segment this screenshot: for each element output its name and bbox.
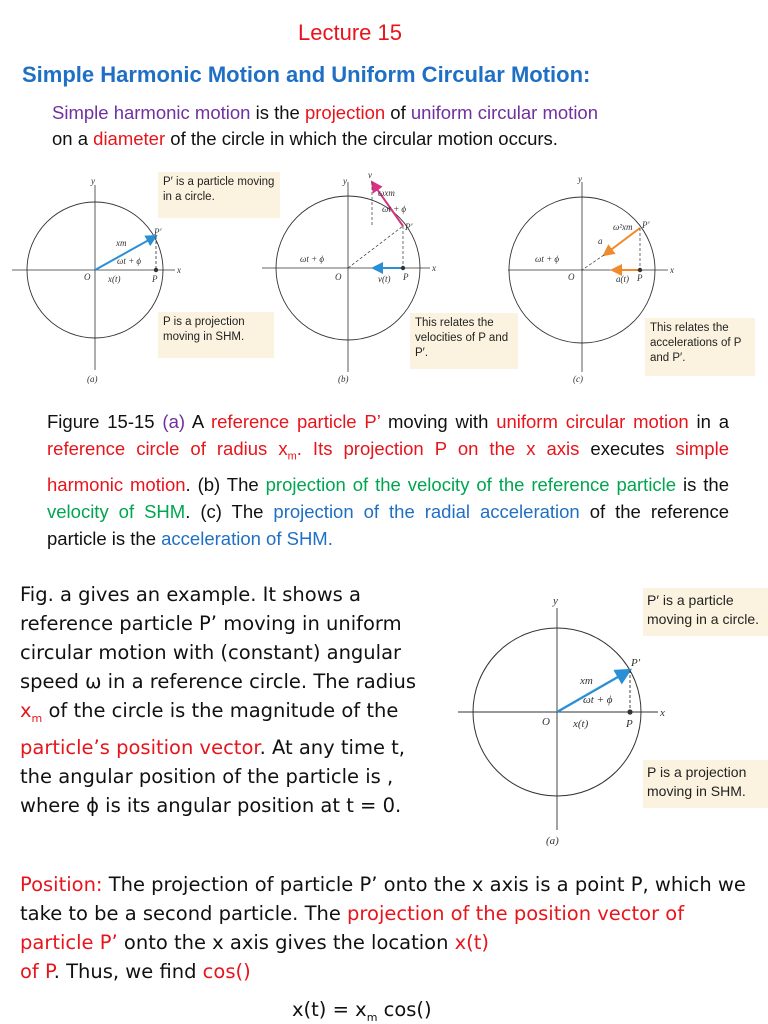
figure-caption: [47, 408, 729, 552]
angle-label: ωt + ϕ: [300, 254, 325, 264]
position-formula: [292, 998, 432, 1024]
paragraph-term: particle’s position vector: [20, 735, 260, 759]
paragraph-term: projection of the position vector of particle P’: [20, 902, 685, 954]
paragraph-text: . At any time t, the angular position of the particle is , where ϕ is its angular position at t = 0.: [20, 735, 405, 817]
v-vector-label: v: [368, 170, 372, 180]
xm-label: xm: [116, 238, 127, 248]
caption-text: . (c) The: [185, 500, 274, 522]
xm-label: xm: [580, 675, 593, 687]
caption-term: reference circle of radius x: [47, 438, 288, 459]
xt-label: x(t): [108, 274, 121, 284]
caption-term: uniform circular motion: [496, 411, 689, 432]
caption-a: (a): [546, 835, 559, 847]
x-label: x: [177, 265, 181, 275]
intro-term-ucm: uniform circular motion: [410, 102, 599, 123]
acceleration-vector-arrow: [604, 228, 640, 255]
paragraph-text: of the circle is the magnitude of the: [42, 699, 399, 722]
position-paragraph: [20, 870, 760, 986]
caption-term: reference particle P’: [210, 411, 381, 432]
caption-text: moving with: [380, 411, 497, 432]
lecture-number: Lecture 15: [298, 20, 402, 45]
point-p: [627, 709, 632, 714]
vt-label: v(t): [378, 274, 391, 284]
y-label: y: [578, 174, 582, 184]
note-velocities: This relates the velocities of P and P′.: [410, 313, 518, 369]
angle-label-top: ωt + ϕ: [382, 204, 407, 214]
paragraph-term: of P: [20, 960, 54, 983]
origin-label: O: [542, 716, 550, 728]
radius-line: [582, 255, 604, 270]
intro-term-diameter: diameter: [93, 128, 166, 149]
caption-text: A: [185, 411, 211, 432]
caption-text: executes: [579, 438, 676, 459]
x-label: x: [432, 263, 436, 273]
note-particle-circle: P′ is a particle moving in a circle.: [158, 172, 280, 218]
note-particle-circle-large: P′ is a particle moving in a circle.: [643, 588, 768, 636]
paragraph-text: onto the x axis gives the location: [117, 931, 455, 954]
page-title: Simple Harmonic Motion and Uniform Circular Motion:: [22, 62, 591, 87]
formula-subscript: m: [366, 1010, 378, 1024]
paragraph-term: x: [20, 699, 32, 722]
caption-text: is the: [676, 473, 730, 495]
diagram-a: [12, 176, 181, 384]
caption-term: simple harmonic motion: [47, 438, 729, 495]
paragraph-term: cos(): [202, 960, 251, 983]
note-projection-shm-large: P is a projection moving in SHM.: [643, 760, 768, 808]
angle-label: ωt + ϕ: [583, 694, 613, 706]
note-accelerations: This relates the accelerations of P and P′.: [645, 318, 755, 376]
paragraph-subscript: m: [31, 711, 43, 725]
x-label: x: [670, 265, 674, 275]
caption-term: projection of the velocity of the reference particle: [265, 473, 677, 495]
caption-part-a: (a): [162, 411, 186, 432]
caption-term: projection of the radial acceleration: [273, 500, 580, 522]
caption-term: acceleration of SHM.: [161, 527, 333, 549]
formula-lhs: x(t) = x: [292, 998, 367, 1021]
caption-text: in a: [688, 411, 730, 432]
point-p: [638, 268, 642, 272]
intro-text: is the: [250, 102, 305, 123]
intro-text: of: [385, 102, 411, 123]
x-label: x: [660, 707, 665, 719]
intro-text: on a: [52, 128, 94, 149]
pp-label: P′: [405, 222, 413, 232]
y-label: y: [553, 595, 558, 607]
position-heading: Position:: [20, 873, 103, 896]
pp-label: P′: [631, 657, 641, 669]
origin-label: O: [568, 272, 575, 282]
formula-rhs: cos(): [377, 998, 432, 1021]
intro-term-shm: Simple harmonic motion: [52, 102, 251, 123]
xt-label: x(t): [573, 718, 589, 730]
caption-subscript: m: [287, 450, 297, 463]
paragraph-text: . Thus, we find: [53, 960, 203, 983]
a-vector-label: a: [598, 236, 603, 246]
intro-term-projection: projection: [304, 102, 386, 123]
paragraph-text: The projection of particle P’ onto the x axis is a point P, which we take to be a second particle. The: [20, 873, 746, 925]
p-label: P: [637, 273, 643, 283]
wxm-label: ωxm: [378, 188, 395, 198]
y-label: y: [343, 176, 347, 186]
caption-a: (a): [87, 374, 98, 384]
pp-label: P′: [154, 227, 162, 237]
origin-label: O: [84, 272, 91, 282]
caption-c: (c): [573, 374, 583, 384]
y-label: y: [91, 176, 95, 186]
intro-paragraph: [52, 100, 598, 152]
paragraph-term: x(t): [454, 931, 490, 954]
pp-label: P′: [642, 220, 650, 230]
point-p: [154, 268, 158, 272]
p-label: P: [626, 718, 633, 730]
origin-label: O: [335, 272, 342, 282]
caption-term: . Its projection P on the x axis: [296, 438, 580, 459]
angle-label: ωt + ϕ: [535, 254, 560, 264]
w2xm-label: ω²xm: [613, 222, 633, 232]
radius-line: [348, 226, 403, 268]
paragraph-text: Fig. a gives an example. It shows a reference particle P’ moving in uniform circular motion with (constant) angular speed ω in a reference circle. The radius: [20, 583, 417, 693]
angle-label: ωt + ϕ: [117, 256, 142, 266]
caption-text: of the reference particle is the: [47, 500, 729, 549]
caption-text: . (b) The: [185, 473, 266, 495]
p-label: P: [403, 272, 409, 282]
at-label: a(t): [616, 274, 629, 284]
caption-b: (b): [338, 374, 349, 384]
intro-text: of the circle in which the circular motion occurs.: [165, 128, 558, 149]
note-projection-shm: P is a projection moving in SHM.: [158, 312, 274, 358]
caption-term: velocity of SHM: [47, 500, 186, 522]
point-p: [401, 266, 405, 270]
caption-text: Figure 15-15: [47, 411, 163, 432]
p-label: P: [152, 274, 158, 284]
example-paragraph: [20, 580, 440, 820]
